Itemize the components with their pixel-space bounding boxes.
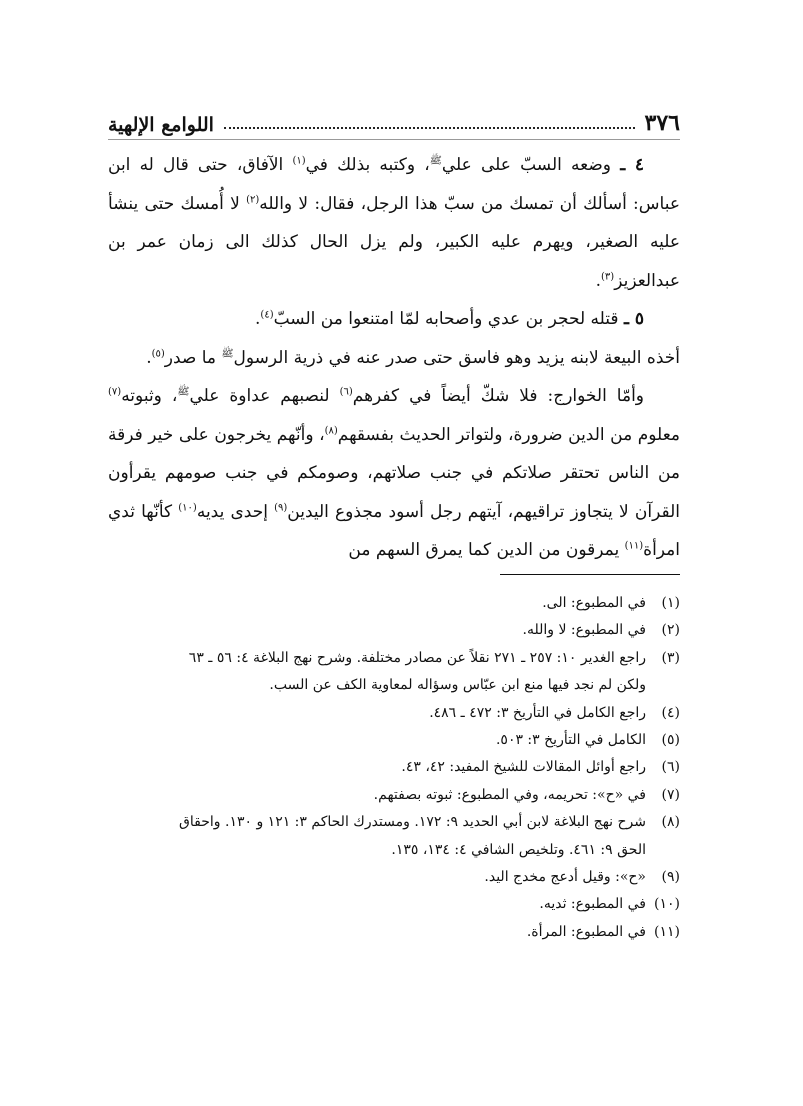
paragraph-bayaa: أخذه البيعة لابنه يزيد وهو فاسق حتى صدر عنه في ذرية الرسول$^ﷺ$ ما صدر$^{(٥)}$. bbox=[146, 347, 680, 368]
footnote-9: (٩) «ح»: وقيل أدعج مخدج اليد. bbox=[484, 869, 680, 886]
footnote-ref: (٤) bbox=[260, 309, 274, 321]
footnote-ref: (١٠) bbox=[178, 501, 197, 513]
header-rule bbox=[108, 139, 680, 140]
footnote-3: (٣) راجع الغدير ١٠: ٢٥٧ ـ ٢٧١ نقلاً عن مصادر مختلفة. وشرح نهج البلاغة ٤: ٥٦ ـ ٦٣ bbox=[188, 649, 680, 666]
item-number: ٤ ـ bbox=[620, 155, 644, 175]
running-head bbox=[108, 96, 680, 136]
main-text bbox=[108, 146, 680, 570]
footnote-7: (٧) في «ح»: تحريمه، وفي المطبوع: ثبوته بصفتهم. bbox=[373, 786, 680, 803]
honorific: ﷺ bbox=[429, 155, 442, 167]
footnote-separator bbox=[500, 574, 680, 575]
footnote-ref: (٨) bbox=[324, 424, 338, 436]
item-number: ٥ ـ bbox=[623, 309, 644, 329]
paragraph-4: ٤ ـ وضعه السبّ على علي$^ﷺ$، وكتبه بذلك في$^{(١)}$ الآفاق، حتى قال له ابن عباس: أسألك أن تمسك من سبّ هذا الرجل، فقال: لا والله$^{(٢)}$ لا أُمسك حتى ينشأ عليه الصغير، ويهرم عليه الكبير، ولم يزل الحال كذلك الى زمان عمر بن عبدالعزيز$^{(٣)}$. bbox=[108, 155, 680, 291]
footnote-8: (٨) شرح نهج البلاغة لابن أبي الحديد ٩: ١٧٢. ومستدرك الحاكم ٣: ١٢١ و ١٣٠. واحقاق bbox=[179, 814, 680, 831]
paragraph-khawarij: وأمّا الخوارج: فلا شكّ أيضاً في كفرهم$^{(٦)}$ لنصبهم عداوة علي$^ﷺ$، وثبوته$^{(٧)}$ معلوم من الدين ضرورة، ولتواتر الحديث بفسقهم$^{(٨)}$، وأنّهم يخرجون على خير فرقة من الناس تحتقر صلاتكم في جنب صلاتهم، وصومكم في جنب صومهم يقرأون القرآن لا يتجاوز تراقيهم، آيتهم رجل أسود مجذوع اليدين$^{(٩)}$ إحدى يديه$^{(١٠)}$ كأنّها ثدي امرأة$^{(١١)}$ يمرقون من الدين كما يمرق السهم من bbox=[108, 386, 680, 560]
footnote-11: (١١) في المطبوع: المرأة. bbox=[526, 923, 680, 940]
page-number: ٣٧٦ bbox=[644, 110, 680, 136]
footnote-ref: (٩) bbox=[274, 501, 288, 513]
footnote-ref: (١) bbox=[292, 155, 306, 167]
footnote-ref: (٢) bbox=[246, 193, 260, 205]
footnote-1: (١) في المطبوع: الى. bbox=[542, 595, 680, 611]
footnote-ref: (٧) bbox=[108, 386, 122, 398]
paragraph-5: ٥ ـ قتله لحجر بن عدي وأصحابه لمّا امتنعوا من السبّ$^{(٤)}$. bbox=[255, 309, 644, 329]
footnote-6: (٦) راجع أوائل المقالات للشيخ المفيد: ٤٢، ٤٣. bbox=[401, 759, 680, 776]
footnote-8-continuation: الحق ٩: ٤٦١. وتلخيص الشافي ٤: ١٣٤، ١٣٥. bbox=[391, 841, 646, 858]
footnote-3-continuation: ولكن لم نجد فيها منع ابن عبّاس وسؤاله لمعاوية الكف عن السب. bbox=[269, 677, 646, 694]
footnote-ref: (١١) bbox=[624, 540, 644, 552]
footnote-ref: (٥) bbox=[151, 347, 165, 359]
honorific: ﷺ bbox=[177, 386, 190, 398]
footnote-4: (٤) راجع الكامل في التأريخ ٣: ٤٧٢ ـ ٤٨٦. bbox=[429, 704, 680, 721]
dot-leader bbox=[224, 126, 635, 129]
footnote-2: (٢) في المطبوع: لا والله. bbox=[522, 622, 680, 639]
honorific: ﷺ bbox=[221, 347, 234, 359]
footnote-ref: (٦) bbox=[339, 386, 353, 398]
footnote-5: (٥) الكامل في التأريخ ٣: ٥٠٣. bbox=[495, 732, 680, 749]
footnote-10: (١٠) في المطبوع: ثديه. bbox=[539, 896, 680, 913]
footnote-ref: (٣) bbox=[601, 270, 615, 282]
footnotes bbox=[108, 590, 680, 946]
book-title: اللوامع الإلهية bbox=[108, 114, 214, 136]
